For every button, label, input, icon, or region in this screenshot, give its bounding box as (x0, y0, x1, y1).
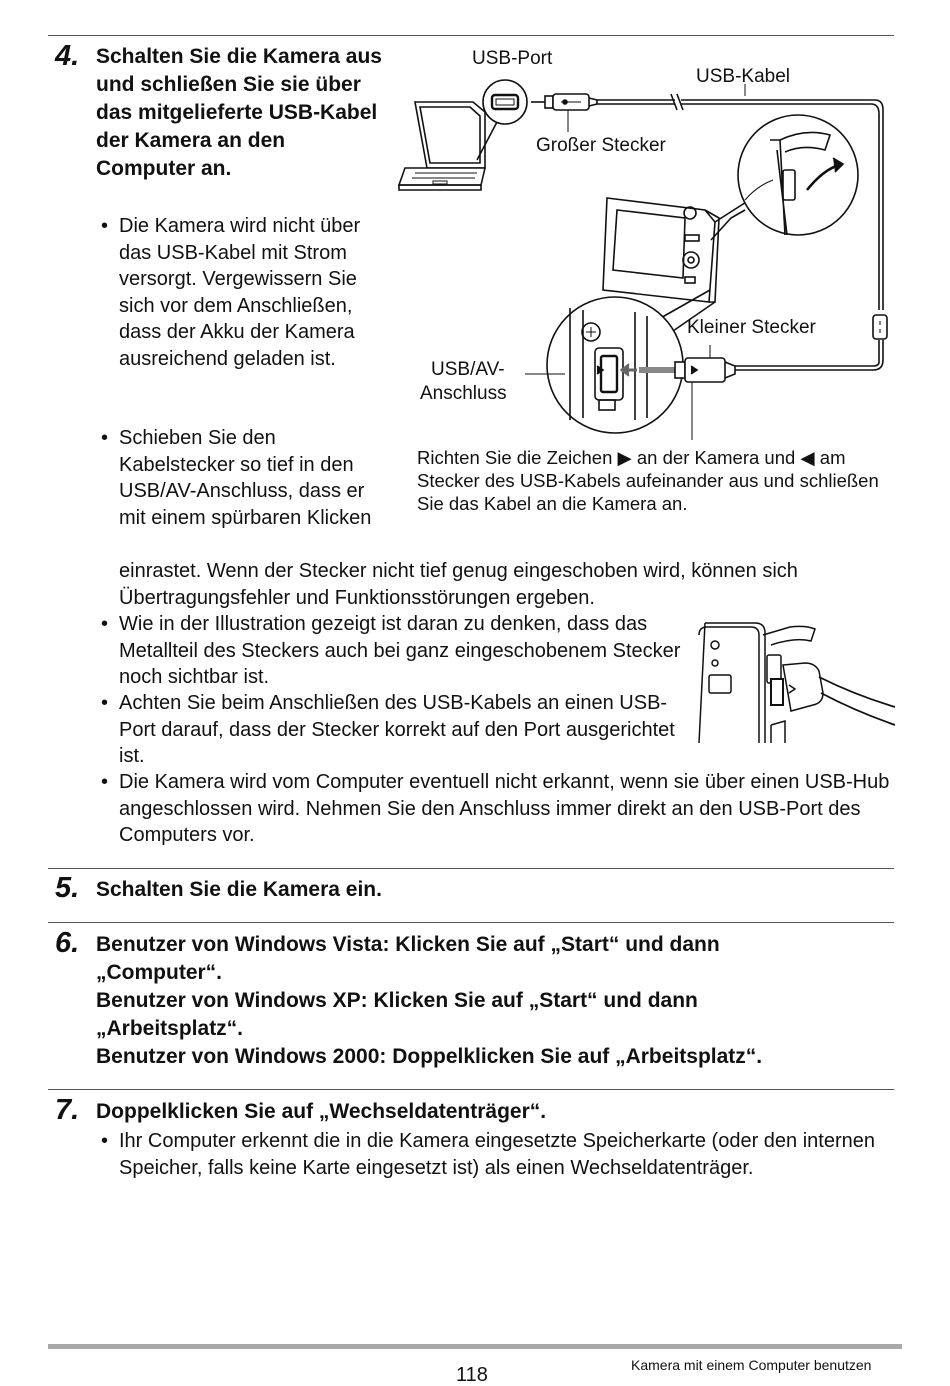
usb-cable-label: USB-Kabel (696, 66, 790, 87)
step6-line2: Benutzer von Windows XP: Klicken Sie auf „Start“ und dann „Arbeitsplatz“. (96, 989, 698, 1040)
plug-detail-illustration (695, 615, 895, 743)
step6-number: 6. (55, 927, 80, 959)
step4-number: 4. (55, 40, 80, 72)
small-plug-label: Kleiner Stecker (687, 317, 816, 338)
page-number: 118 (456, 1364, 488, 1386)
step4-title: Schalten Sie die Kamera aus und schließen Sie sie über das mitgelieferte USB-Kabel der Kamera an den Computer an. (96, 45, 382, 180)
usb-av-label-line2: Anschluss (420, 383, 507, 404)
step5-number: 5. (55, 872, 80, 904)
port-cover-magnifier (715, 115, 858, 235)
rule-step7 (48, 1089, 894, 1090)
large-plug-label: Großer Stecker (536, 135, 666, 156)
rule-step6 (48, 922, 894, 923)
step6-line1: Benutzer von Windows Vista: Klicken Sie auf „Start“ und dann „Computer“. (96, 933, 720, 984)
step7-title: Doppelklicken Sie auf „Wechseldatenträger“. (96, 1100, 547, 1123)
step4-bullet-3: • Wie in der Illustration gezeigt ist daran zu denken, dass das Metallteil des Steckers auch bei ganz eingeschobenem Stecker noch sichtbar ist. (97, 611, 699, 691)
step4-bullet-2-continuation: einrastet. Wenn der Stecker nicht tief genug eingeschoben wird, können sich Übertragungsfehler und Funktionsstörungen ergeben. (119, 560, 798, 609)
usb-port-magnifier (477, 80, 545, 160)
step7-number: 7. (55, 1094, 80, 1126)
step7-bullet: • Ihr Computer erkennt die in die Kamera eingesetzte Speicherkarte (oder den internen Speicher, falls keine Karte eingesetzt ist) als einen Wechseldatenträger. (97, 1128, 889, 1181)
step4-bullet-1: • Die Kamera wird nicht über das USB-Kabel mit Strom versorgt. Vergewissern Sie sich vor dem Anschließen, dass der Akku der Kamera ausreichend geladen ist. (97, 213, 377, 372)
footer-bar (48, 1344, 902, 1349)
top-rule (48, 35, 894, 36)
usb-av-label-line1: USB/AV- (431, 359, 505, 380)
step5-title: Schalten Sie die Kamera ein. (96, 878, 382, 901)
step4-bullet-2: • Schieben Sie den Kabelstecker so tief in den USB/AV-Anschluss, dass er mit einem spürbaren Klicken (97, 425, 377, 531)
camera-icon (603, 198, 745, 302)
laptop-icon (399, 102, 485, 190)
figure-caption: Richten Sie die Zeichen ▶ an der Kamera und ◀ am Stecker des USB-Kabels aufeinander aus und schließen Sie das Kabel an die Kamera an. (417, 447, 879, 514)
step4-bullet-5: • Die Kamera wird vom Computer eventuell nicht erkannt, wenn sie über einen USB-Hub angeschlossen wird. Nehmen Sie den Anschluss immer direkt an den USB-Port des Computers vor. (97, 769, 909, 849)
step6-line3: Benutzer von Windows 2000: Doppelklicken Sie auf „Arbeitsplatz“. (96, 1045, 763, 1068)
rule-step5 (48, 868, 894, 869)
large-plug-icon (545, 94, 597, 132)
step4-bullet-4: • Achten Sie beim Anschließen des USB-Kabels an einen USB-Port darauf, dass der Stecker korrekt auf den Port ausgerichtet ist. (97, 690, 699, 770)
usb-port-label: USB-Port (472, 48, 553, 69)
footer-section-title: Kamera mit einem Computer benutzen (631, 1357, 872, 1373)
